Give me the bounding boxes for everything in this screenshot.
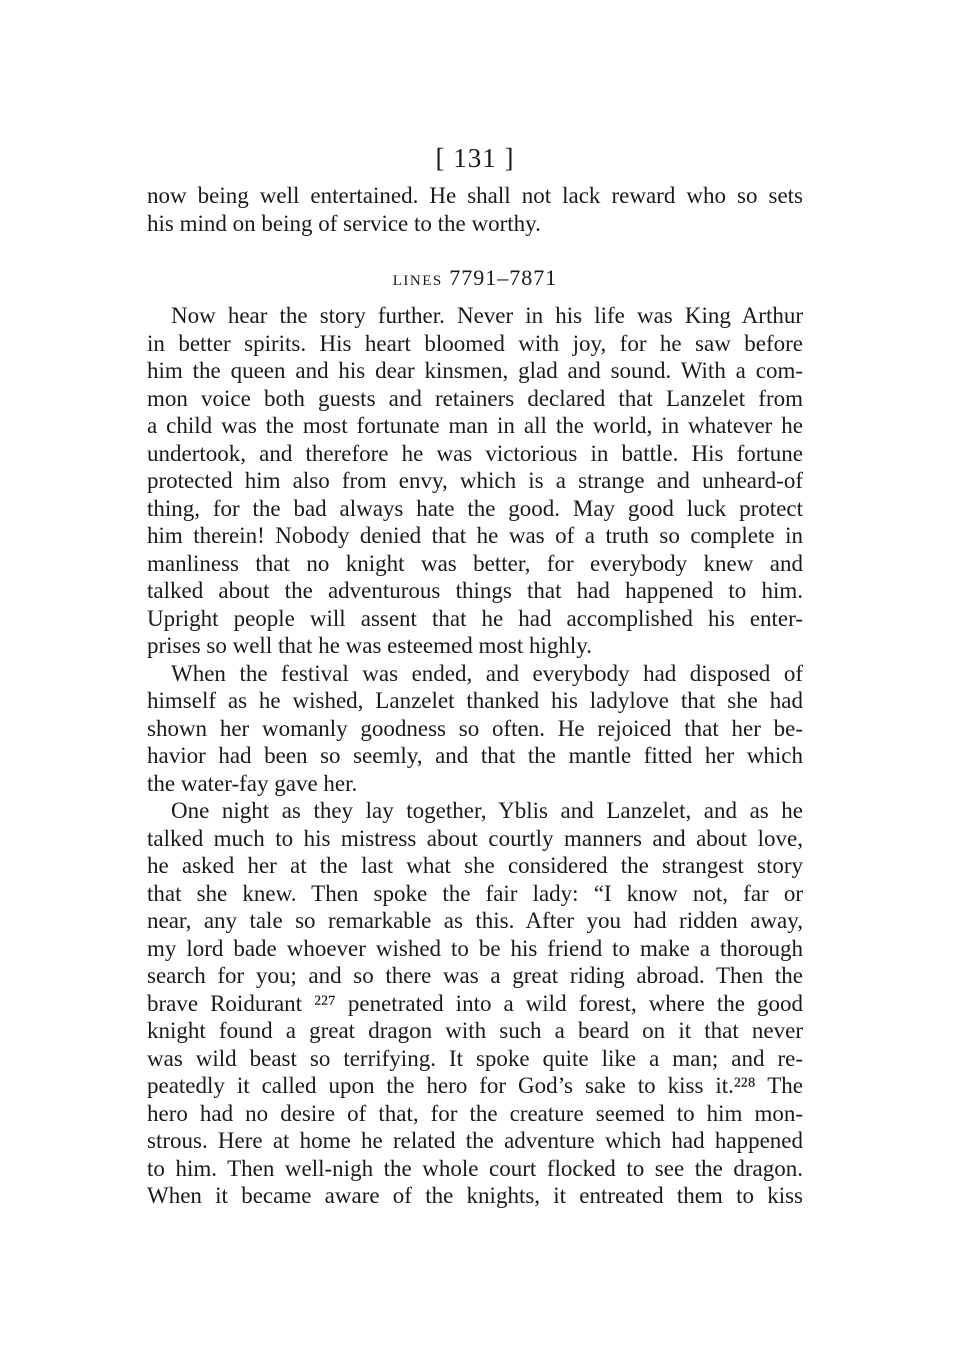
intro-paragraph: [147, 182, 803, 237]
text-line: Now hear the story further. Never in his life was King Arthur: [171, 303, 803, 328]
text-line: in better spirits. His heart bloomed with joy, for he saw before: [147, 330, 803, 356]
page-number: [ 131 ]: [435, 143, 515, 173]
text-line: himself as he wished, Lanzelet thanked his ladylove that she had: [147, 688, 803, 713]
text-line: knight found a great dragon with such a beard on it that never: [147, 1018, 803, 1043]
text-line: shown her womanly goodness so often. He rejoiced that her be-: [147, 715, 803, 741]
text-line: hero had no desire of that, for the creature seemed to him mon-: [147, 1100, 803, 1126]
paragraph: [147, 302, 803, 660]
section-heading-label: LINES: [392, 273, 443, 289]
text-line: the water-fay gave her.: [147, 770, 358, 796]
text-line: When it became aware of the knights, it entreated them to kiss: [147, 1183, 803, 1208]
text-line: talked about the adventurous things that had happened to him.: [147, 578, 803, 603]
paragraph: [147, 660, 803, 798]
text-line: talked much to his mistress about courtly manners and about love,: [147, 825, 803, 851]
section-heading: [147, 263, 803, 296]
page-body: [147, 138, 803, 1210]
text-line: mon voice both guests and retainers declared that Lanzelet from: [147, 385, 803, 411]
text-line: that she knew. Then spoke the fair lady: “I know not, far or: [147, 880, 803, 906]
text-line: to him. Then well-nigh the whole court flocked to see the dragon.: [147, 1155, 803, 1181]
text-line: manliness that no knight was better, for everybody knew and: [147, 550, 803, 576]
text-line: near, any tale so remarkable as this. After you had ridden away,: [147, 908, 803, 933]
text-line: strous. Here at home he related the adventure which had happened: [147, 1128, 803, 1153]
text-line: protected him also from envy, which is a strange and unheard-of: [147, 468, 803, 493]
text-line: havior had been so seemly, and that the mantle fitted her which: [147, 743, 803, 768]
text-line: peatedly it called upon the hero for God’s sake to kiss it.²²⁸ The: [147, 1073, 803, 1098]
text-line: thing, for the bad always hate the good. May good luck protect: [147, 495, 803, 521]
text-line: When the festival was ended, and everybody had disposed of: [171, 660, 803, 686]
text-line: he asked her at the last what she considered the strangest story: [147, 853, 803, 878]
text-line: him therein! Nobody denied that he was of a truth so complete in: [147, 523, 803, 548]
text-line: him the queen and his dear kinsmen, glad and sound. With a com-: [147, 358, 803, 383]
text-line: prises so well that he was esteemed most highly.: [147, 633, 593, 658]
section-heading-range: 7791–7871: [449, 265, 558, 290]
text-line: a child was the most fortunate man in all the world, in whatever he: [147, 413, 803, 438]
body-paragraphs: [147, 302, 803, 1210]
text-line: my lord bade whoever wished to be his friend to make a thorough: [147, 935, 803, 961]
paragraph: [147, 797, 803, 1210]
text-line: now being well entertained. He shall not lack reward who so sets: [147, 183, 803, 208]
text-line: undertook, and therefore he was victorious in battle. His fortune: [147, 440, 803, 466]
text-line: brave Roidurant ²²⁷ penetrated into a wild forest, where the good: [147, 990, 803, 1016]
text-line: Upright people will assent that he had accomplished his enter-: [147, 605, 803, 631]
text-line: search for you; and so there was a great riding abroad. Then the: [147, 963, 803, 988]
text-line: was wild beast so terrifying. It spoke quite like a man; and re-: [147, 1045, 803, 1071]
text-line: One night as they lay together, Yblis and Lanzelet, and as he: [171, 798, 803, 823]
text-line: his mind on being of service to the worthy.: [147, 210, 541, 236]
